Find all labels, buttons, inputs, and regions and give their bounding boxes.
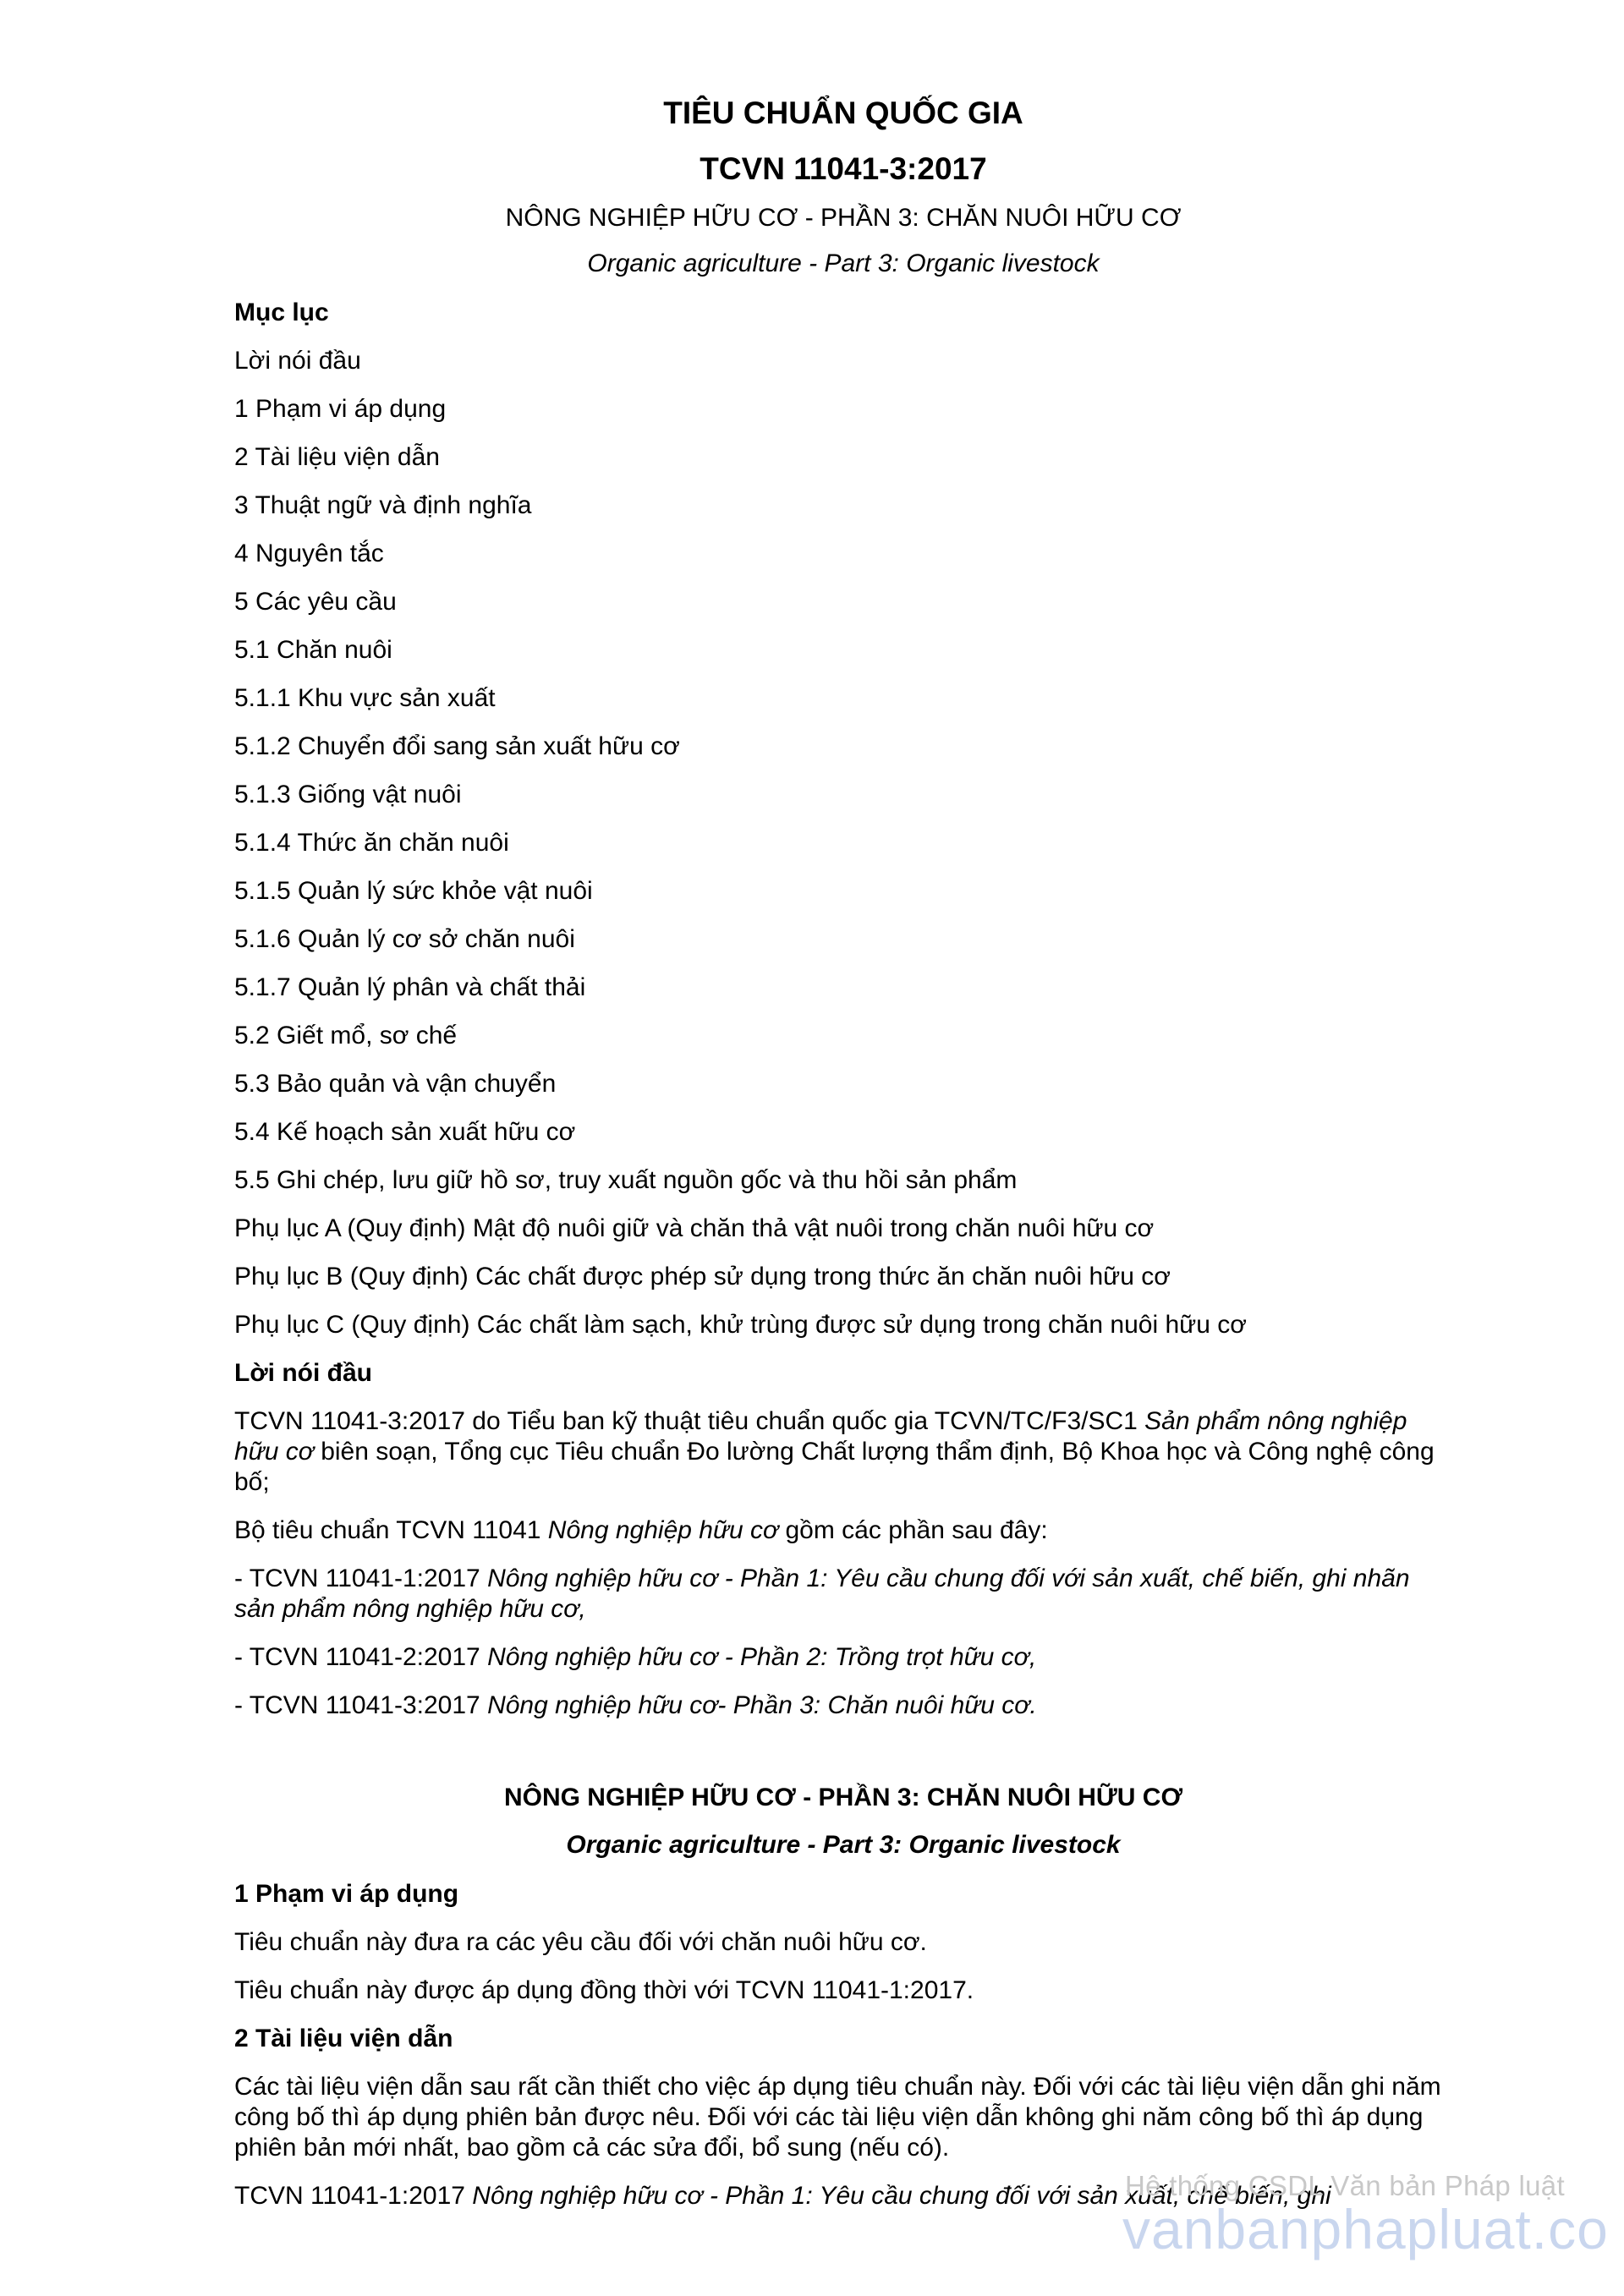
toc-item[interactable]: Phụ lục B (Quy định) Các chất được phép sử dụng trong thức ăn chăn nuôi hữu cơ <box>234 1263 1171 1290</box>
main-title: NÔNG NGHIỆP HỮU CƠ - PHẦN 3: CHĂN NUÔI HỮU CƠ <box>503 1784 1183 1811</box>
main-title-en: Organic agriculture - Part 3: Organic livestock <box>566 1831 1121 1859</box>
toc-item[interactable]: 5.1.4 Thức ăn chăn nuôi <box>234 829 509 857</box>
toc-item[interactable]: 5.2 Giết mổ, sơ chế <box>234 1022 458 1049</box>
italic-title: Nông nghiệp hữu cơ - Phần 1: Yêu cầu chung đối với sản xuất, chế biến, ghi <box>472 2182 1331 2210</box>
section-1-heading: 1 Phạm vi áp dụng <box>234 1880 459 1908</box>
document-title: TIÊU CHUẨN QUỐC GIA <box>663 96 1023 130</box>
document-subtitle: NÔNG NGHIỆP HỮU CƠ - PHẦN 3: CHĂN NUÔI HỮU CƠ <box>505 204 1182 232</box>
text-run: TCVN 11041-3:2017 do Tiểu ban kỹ thuật tiêu chuẩn quốc gia TCVN/TC/F3/SC1 <box>234 1407 1145 1435</box>
watermark-caption: Hệ thống CSDL Văn bản Pháp luật <box>1125 2170 1565 2201</box>
toc-item[interactable]: Lời nói đầu <box>234 347 361 375</box>
text-run: gồm các phần sau đây: <box>778 1516 1048 1544</box>
toc-item[interactable]: 5.1.5 Quản lý sức khỏe vật nuôi <box>234 877 593 905</box>
toc-item[interactable]: 5.5 Ghi chép, lưu giữ hồ sơ, truy xuất nguồn gốc và thu hồi sản phẩm <box>234 1166 1018 1194</box>
toc-item[interactable]: Phụ lục A (Quy định) Mật độ nuôi giữ và chăn thả vật nuôi trong chăn nuôi hữu cơ <box>234 1214 1155 1242</box>
document-page <box>234 85 1452 2229</box>
toc-heading: Mục lục <box>234 299 329 326</box>
toc-item[interactable]: 5.4 Kế hoạch sản xuất hữu cơ <box>234 1118 576 1146</box>
document-subtitle-en: Organic agriculture - Part 3: Organic livestock <box>587 249 1100 277</box>
italic-title: Nông nghiệp hữu cơ <box>547 1516 779 1544</box>
foreword-part-2 <box>234 1642 1452 1673</box>
text-run: Bộ tiêu chuẩn TCVN 11041 <box>234 1516 548 1544</box>
toc-item[interactable]: 3 Thuật ngữ và định nghĩa <box>234 491 532 519</box>
toc-item[interactable]: 5.1.1 Khu vực sản xuất <box>234 684 496 712</box>
section-1-paragraph-2: Tiêu chuẩn này được áp dụng đồng thời với TCVN 11041-1:2017. <box>234 1976 974 2004</box>
foreword-part-3 <box>234 1690 1452 1721</box>
foreword-heading: Lời nói đầu <box>234 1359 372 1387</box>
section-spacer <box>234 1739 1452 1783</box>
toc-item[interactable]: 5.1 Chăn nuôi <box>234 636 392 664</box>
toc-item[interactable]: 5.1.6 Quản lý cơ sở chăn nuôi <box>234 925 575 953</box>
foreword-paragraph-1 <box>234 1406 1452 1498</box>
toc-item[interactable]: 1 Phạm vi áp dụng <box>234 395 447 423</box>
text-run: TCVN 11041-1:2017 <box>234 2182 473 2210</box>
table-of-contents <box>234 346 1452 1340</box>
toc-item[interactable]: 4 Nguyên tắc <box>234 540 384 567</box>
toc-item[interactable]: Phụ lục C (Quy định) Các chất làm sạch, khử trùng được sử dụng trong chăn nuôi hữu cơ <box>234 1311 1247 1339</box>
section-1-paragraph-1: Tiêu chuẩn này đưa ra các yêu cầu đối với chăn nuôi hữu cơ. <box>234 1928 927 1956</box>
italic-title: Nông nghiệp hữu cơ - Phần 1: Yêu cầu chung đối với sản xuất, chế biến, ghi nhãn sản phẩm nông nghiệp hữu cơ, <box>234 1564 1410 1623</box>
text-run: biên soạn, Tổng cục Tiêu chuẩn Đo lường Chất lượng thẩm định, Bộ Khoa học và Công nghệ công bố; <box>234 1438 1435 1496</box>
section-2-heading: 2 Tài liệu viện dẫn <box>234 2025 453 2052</box>
toc-item[interactable]: 5.1.7 Quản lý phân và chất thải <box>234 973 586 1001</box>
toc-item[interactable]: 5.3 Bảo quản và vận chuyển <box>234 1070 557 1098</box>
toc-item[interactable]: 5 Các yêu cầu <box>234 588 397 616</box>
toc-item[interactable]: 5.1.3 Giống vật nuôi <box>234 781 462 808</box>
section-2-paragraph-1: Các tài liệu viện dẫn sau rất cần thiết cho việc áp dụng tiêu chuẩn này. Đối với các tài liệu viện dẫn ghi năm công bố thì áp dụng phiên bản được nêu. Đối với các tài liệu viện dẫn không ghi năm công bố thì áp dụng phiên bản mới nhất, bao gồm cả các sửa đổi, bổ sung (nếu có). <box>234 2073 1441 2162</box>
toc-item[interactable]: 5.1.2 Chuyển đổi sang sản xuất hữu cơ <box>234 732 680 760</box>
foreword-part-1 <box>234 1564 1452 1625</box>
italic-title: Nông nghiệp hữu cơ- Phần 3: Chăn nuôi hữu cơ. <box>487 1691 1037 1719</box>
text-run: - TCVN 11041-1:2017 <box>234 1564 488 1592</box>
toc-item[interactable]: 2 Tài liệu viện dẫn <box>234 443 440 471</box>
italic-title: Sản phẩm nông nghiệp hữu cơ <box>234 1407 1407 1466</box>
italic-title: Nông nghiệp hữu cơ - Phần 2: Trồng trọt hữu cơ, <box>487 1643 1037 1671</box>
foreword-paragraph-2 <box>234 1515 1452 1546</box>
text-run: - TCVN 11041-3:2017 <box>234 1691 488 1719</box>
standard-code: TCVN 11041-3:2017 <box>700 151 987 186</box>
watermark-site[interactable]: vanbanphapluat.co <box>1122 2198 1609 2260</box>
text-run: - TCVN 11041-2:2017 <box>234 1643 488 1671</box>
